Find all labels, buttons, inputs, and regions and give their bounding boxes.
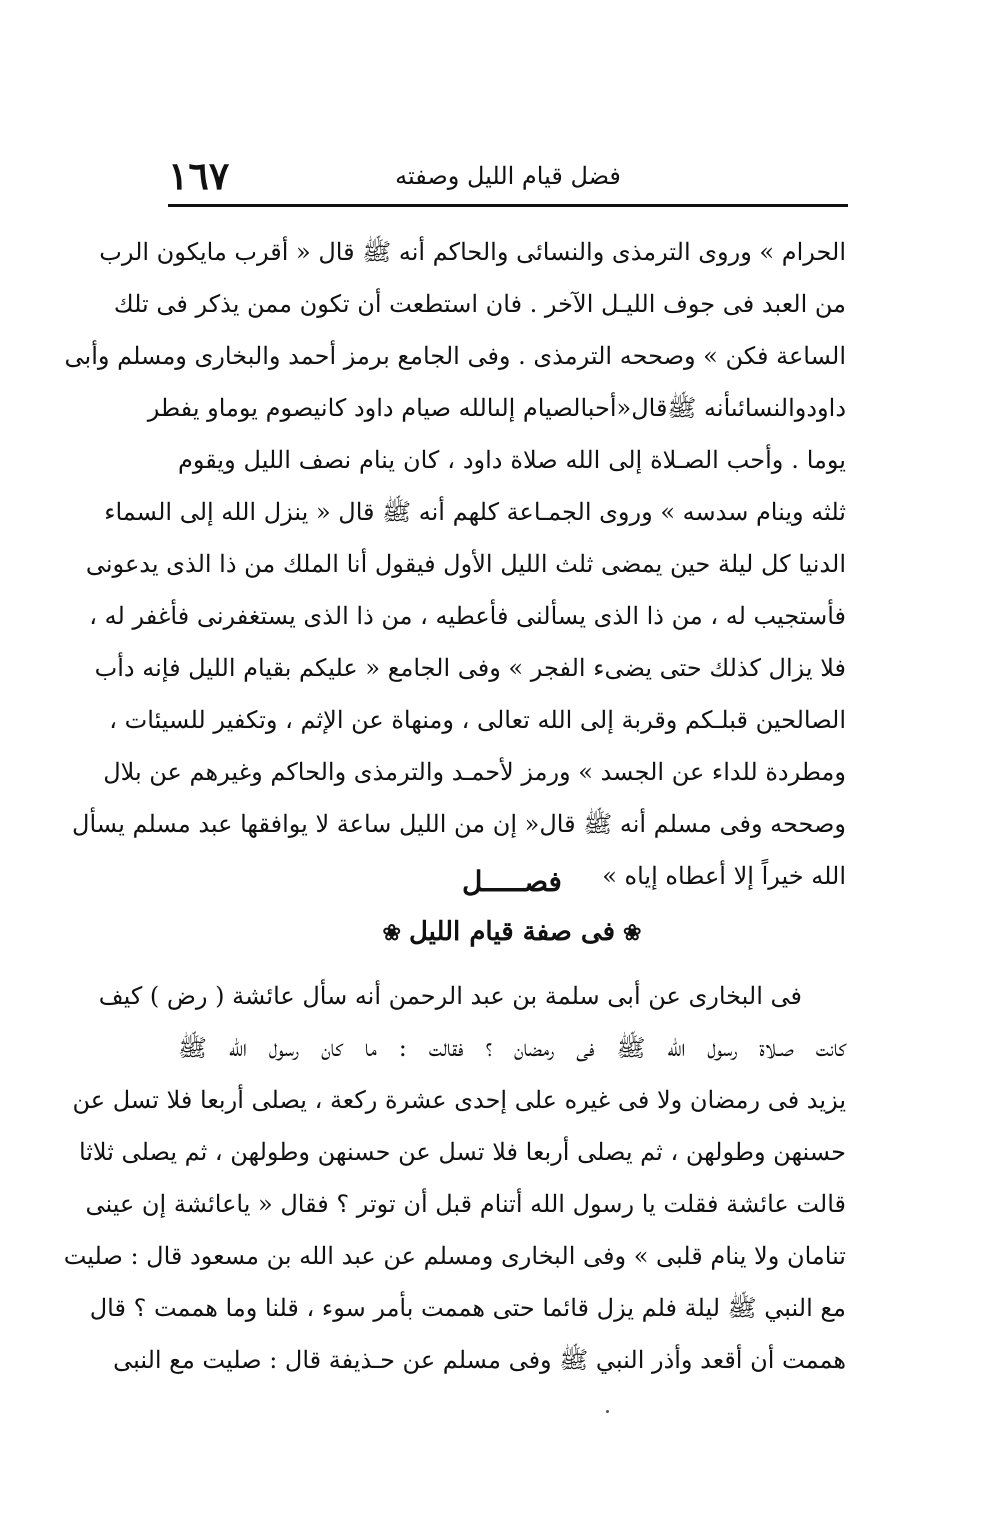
text-line: الساعة فكن » وصححه الترمذى . وفى الجامع برمز أحمد والبخارى ومسلم وأبى: [64, 342, 846, 370]
print-speck: [606, 1410, 609, 1413]
ornament-icon: ❀: [382, 920, 401, 946]
text-line: مع النبي ﷺ ليلة فلم يزل قائما حتى هممت بأمر سوء ، قلنا وما هممت ؟ قال: [89, 1294, 846, 1322]
text-line: الدنيا كل ليلة حين يمضى ثلث الليل الأول فيقول أنا الملك من ذا الذى يدعونى: [85, 550, 846, 578]
section-title: فصـــــل: [462, 865, 562, 898]
text-line: الله خيراً إلا أعطاه إياه »: [602, 862, 846, 890]
text-line: من العبد فى جوف الليـل الآخر . فان استطعت أن تكون ممن يذكر فى تلك: [113, 290, 846, 318]
ornament-icon: ❀: [623, 920, 642, 946]
paragraph-2: [63, 970, 846, 1386]
running-title: فضل قيام الليل وصفته: [395, 162, 621, 190]
text-line: تنامان ولا ينام قلبى » وفى البخارى ومسلم عن عبد الله بن مسعود قال : صليت: [63, 1242, 846, 1270]
text-line: يزيد فى رمضان ولا فى غيره على إحدى عشرة ركعة ، يصلى أربعا فلا تسل عن: [72, 1086, 846, 1114]
text-line: حسنهن وطولهن ، ثم يصلى أربعا فلا تسل عن حسنهن وطولهن ، ثم يصلى ثلاثا: [78, 1138, 846, 1166]
paragraph-1: [64, 226, 846, 902]
page-number: ١٦٧: [168, 153, 230, 198]
text-line: ومطردة للداء عن الجسد » ورمز لأحمـد والترمذى والحاكم وغيرهم عن بلال: [103, 758, 846, 786]
text-line: فى البخارى عن أبى سلمة بن عبد الرحمن أنه سأل عائشة ( رض ) كيف: [98, 982, 802, 1010]
text-line: وصححه وفى مسلم أنه ﷺ قال« إن من الليل ساعة لا يوافقها عبد مسلم يسأل: [72, 810, 846, 838]
text-line: الحرام » وروى الترمذى والنسائى والحاكم أنه ﷺ قال « أقرب مايكون الرب: [99, 238, 846, 266]
header-rule: [168, 204, 848, 207]
text-line: كانت صـلاة رسول الله ﷺ فى رمضان ؟ فقالت : ما كان رسول الله ﷺ: [178, 1034, 846, 1062]
section-subtitle: [178, 910, 846, 955]
text-line: فلا يزال كذلك حتى يضىء الفجر » وفى الجامع « عليكم بقيام الليل فإنه دأب: [94, 654, 846, 682]
text-line: فأستجيب له ، من ذا الذى يسألنى فأعطيه ، من ذا الذى يستغفرنى فأغفر له ،: [89, 602, 846, 630]
section-subtitle-text: فى صفة قيام الليل: [408, 917, 615, 947]
page-header: [168, 150, 848, 202]
text-line: قالت عائشة فقلت يا رسول الله أتنام قبل أن توتر ؟ فقال « ياعائشة إن عينى: [85, 1190, 846, 1218]
text-line: داودوالنسائىأنه ﷺقال«أحبالصيام إلىالله صيام داود كانيصوم يوماو يفطر: [147, 394, 846, 422]
text-line: يوما . وأحب الصـلاة إلى الله صلاة داود ، كان ينام نصف الليل ويقوم: [178, 446, 846, 474]
text-line: ثلثه وينام سدسه » وروى الجمـاعة كلهم أنه ﷺ قال « ينزل الله إلى السماء: [104, 498, 846, 526]
text-line: هممت أن أقعد وأذر النبي ﷺ وفى مسلم عن حـذيفة قال : صليت مع النبى: [113, 1346, 846, 1374]
text-line: الصالحين قبلـكم وقربة إلى الله تعالى ، ومنهاة عن الإثم ، وتكفير للسيئات ،: [109, 706, 846, 734]
